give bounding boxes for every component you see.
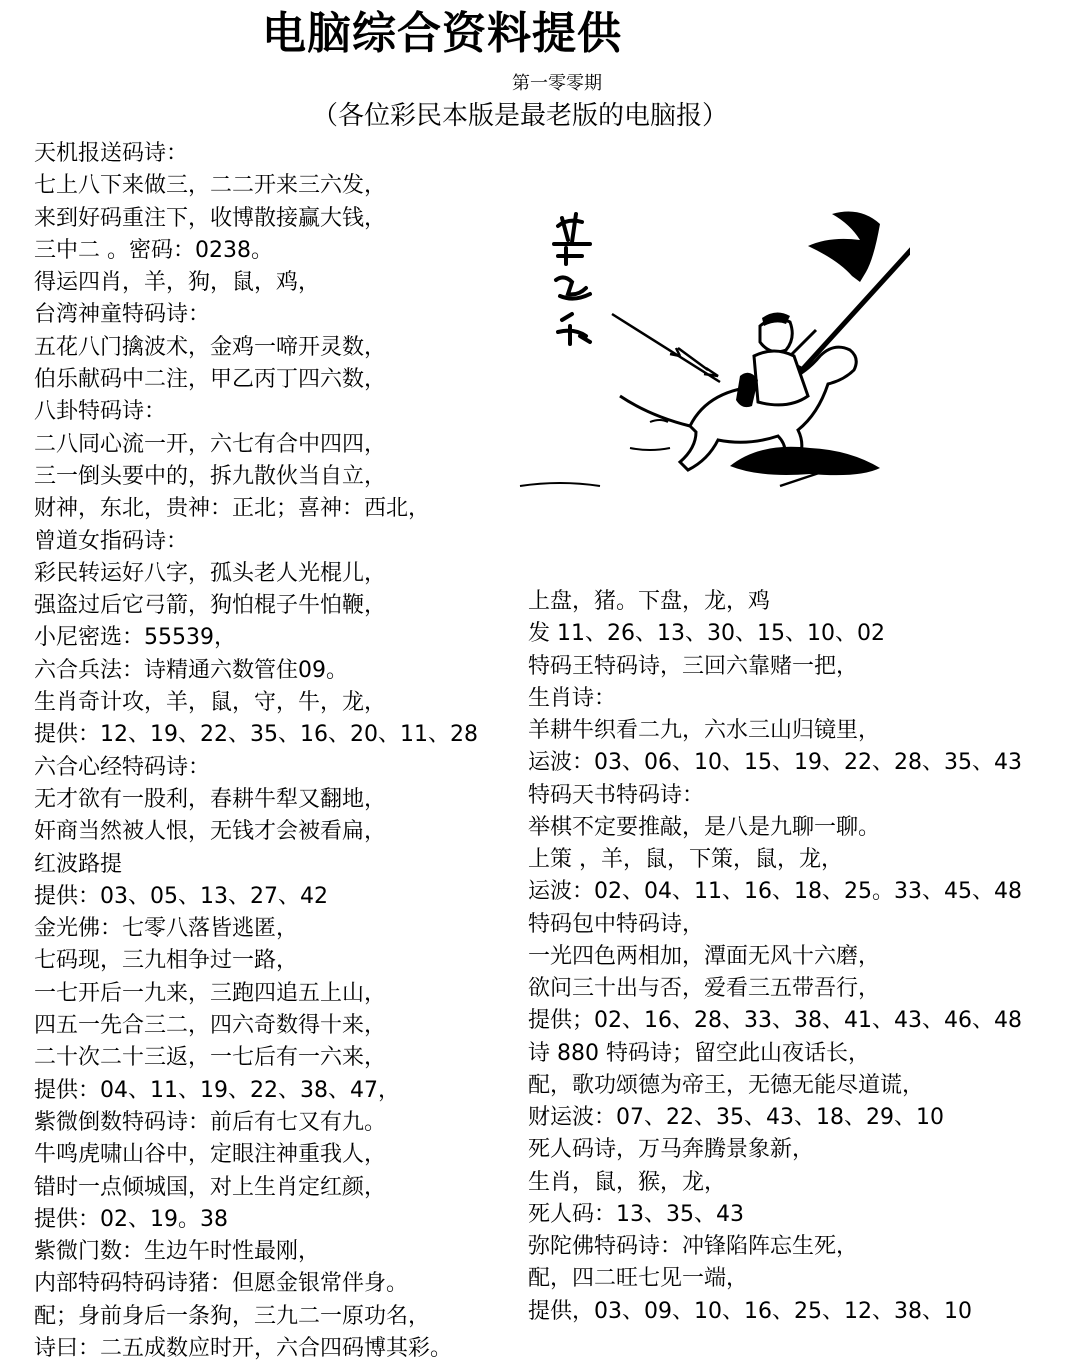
right-text-line: 发 11、26、13、30、15、10、02: [528, 621, 885, 647]
right-text-line: 特码包中特码诗，: [528, 911, 705, 937]
left-text-line: 紫微倒数特码诗：前后有七又有九。: [34, 1109, 387, 1135]
issue-number: 第一零零期: [512, 73, 602, 94]
left-text-line: 财神，东北，贵神：正北；喜神：西北，: [34, 496, 431, 522]
left-text-line: 彩民转运好八字，孤头老人光棍儿，: [34, 560, 387, 586]
left-text-line: 二八同心流一开，六七有合中四四，: [34, 431, 387, 457]
right-text-line: 财运波：07、22、35、43、18、29、10: [528, 1105, 944, 1130]
right-text-column: [528, 586, 1048, 1328]
left-text-line: 二十次二十三返，一七后有一六来，: [34, 1045, 387, 1071]
right-text-line: 运波：02、04、11、16、18、25。33、45、48: [528, 879, 1022, 905]
right-text-line: 配，四二旺七见一端，: [528, 1266, 749, 1292]
left-text-line: 三中二 。密码：0238。: [34, 237, 273, 263]
left-text-line: 来到好码重注下，收博散接赢大钱，: [34, 205, 387, 231]
left-text-line: 五花八门擒波术，金鸡一啼开灵数，: [34, 334, 387, 360]
left-text-line: 得运四肖，羊，狗，鼠，鸡，: [34, 270, 321, 296]
left-text-column: [34, 138, 504, 1365]
right-text-line: 生肖诗：: [528, 685, 617, 711]
right-text-line: 死人码：13、35、43: [528, 1201, 744, 1227]
left-text-line: 曾道女指码诗：: [34, 528, 189, 554]
left-text-line: 内部特码特码诗猪：但愿金银常伴身。: [34, 1271, 409, 1297]
left-text-line: 强盗过后它弓箭，狗怕棍子牛怕鞭，: [34, 593, 387, 619]
right-text-line: 提供，03、09、10、16、25、12、38、10: [528, 1298, 972, 1324]
left-text-line: 提供：02、19。38: [34, 1206, 228, 1232]
left-text-line: 金光佛：七零八落皆逃匿，: [34, 916, 299, 942]
right-text-line: 生肖，鼠，猴，龙，: [528, 1169, 727, 1195]
right-text-line: 特码天书特码诗：: [528, 782, 705, 808]
right-text-line: 特码王特码诗，三回六靠赌一把，: [528, 653, 859, 679]
right-text-line: 配，歌功颂德为帝王，无德无能尽道谎，: [528, 1072, 925, 1098]
left-text-line: 配；身前身后一条狗，三九二一原功名，: [34, 1303, 431, 1329]
left-text-line: 错时一点倾城国，对上生肖定红颜，: [34, 1174, 387, 1200]
left-text-line: 伯乐献码中二注，甲乙丙丁四六数，: [34, 367, 387, 393]
right-text-line: 羊耕牛织看二九，六水三山归镜里，: [528, 718, 881, 743]
left-text-line: 紫微门数：生边午时性最刚，: [34, 1239, 321, 1265]
left-text-line: 七码现，三九相争过一路，: [34, 948, 299, 974]
left-text-line: 无才欲有一股利，春耕牛犁又翻地，: [34, 786, 387, 812]
left-text-line: 六合兵法：诗精通六数管住09。: [34, 657, 348, 683]
left-text-line: 天机报送码诗：: [34, 141, 189, 166]
right-text-line: 提供；02、16、28、33、38、41、43、46、48: [528, 1008, 1022, 1034]
left-text-line: 三一倒头要中的，拆九散伙当自立，: [34, 463, 387, 489]
right-text-line: 弥陀佛特码诗：冲锋陷阵忘生死，: [528, 1234, 859, 1259]
left-text-line: 红波路提: [34, 851, 123, 877]
right-text-line: 欲问三十出与否，爱看三五带吾行，: [528, 976, 881, 1001]
page-title: 电脑综合资料提供: [262, 8, 622, 59]
right-text-line: 死人码诗，万马奔腾景象新，: [528, 1137, 815, 1163]
left-text-line: 提供：03、05、13、27、42: [34, 883, 328, 909]
left-text-line: 七上八下来做三，二二开来三六发，: [34, 173, 387, 199]
left-text-line: 六合心经特码诗：: [34, 754, 211, 780]
left-text-line: 小尼密选：55539，: [34, 625, 236, 651]
page-subtitle: （各位彩民本版是最老版的电脑报）: [312, 101, 729, 131]
right-text-line: 运波：03、06、10、15、19、22、28、35、43: [528, 750, 1022, 776]
left-text-line: 台湾神童特码诗：: [34, 302, 211, 328]
left-text-line: 提供：04、11、19、22、38、47，: [34, 1077, 400, 1103]
right-text-line: 举棋不定要推敲，是八是九聊一聊。: [528, 814, 881, 840]
right-text-line: 一光四色两相加，潭面无风十六磨，: [528, 943, 881, 969]
right-text-line: 诗 880 特码诗；留空此山夜话长，: [528, 1040, 870, 1066]
warrior-on-horse-ink-drawing-icon: [510, 196, 910, 506]
left-text-line: 牛鸣虎啸山谷中，定眼注神重我人，: [34, 1142, 387, 1168]
left-text-line: 奸商当然被人恨，无钱才会被看扁，: [34, 819, 387, 845]
right-text-line: 上策 ，羊，鼠，下策，鼠，龙，: [528, 847, 843, 872]
left-text-line: 生肖奇计攻，羊，鼠，守，牛，龙，: [34, 690, 387, 716]
left-text-line: 提供：12、19、22、35、16、20、11、28: [34, 722, 478, 748]
left-text-line: 诗曰：二五成数应时开，六合四码博其彩。: [34, 1335, 453, 1361]
left-text-line: 四五一先合三二，四六奇数得十来，: [34, 1013, 387, 1039]
right-text-line: 上盘，猪。下盘，龙，鸡: [528, 589, 771, 614]
left-text-line: 一七开后一九来，三跑四追五上山，: [34, 980, 387, 1006]
left-text-line: 八卦特码诗：: [34, 399, 167, 425]
